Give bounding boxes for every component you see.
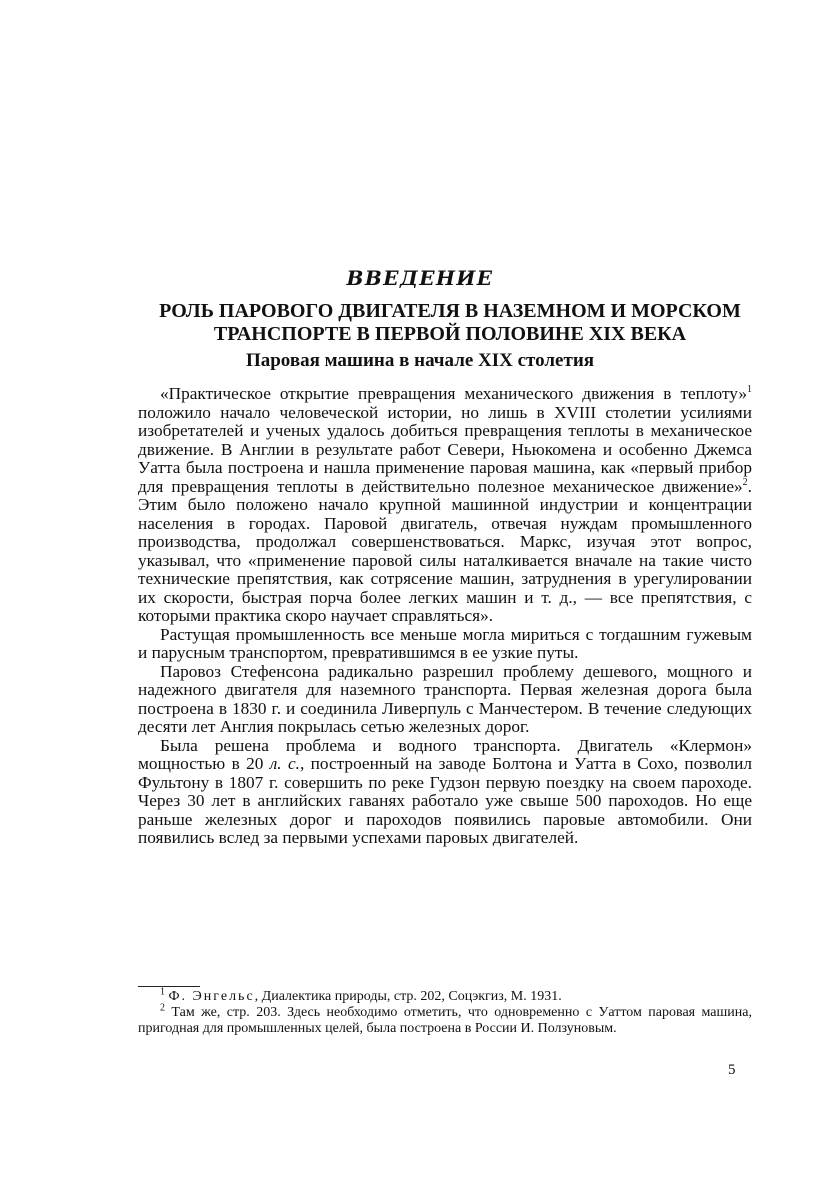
paragraph-3: Паровоз Стефенсона радикально разрешил проблему дешевого, мощного и надежного двигателя для наземного транспорта. Первая железная дорога была построена в 1830 г. и соединила Ливерпуль с Манчестером. В течение следующих десяти лет Англия покрылась сетью железных дорог. [138, 661, 752, 736]
page-number: 5 [728, 1062, 736, 1078]
paragraph-1-part-b: положило начало человеческой истории, но лишь в XVIII столетии усилиями изобретателей и ученых удалось добиться превращения теплоты в механическое движение. В Англии в результате работ Севери, Ньюкомена и особенно Джемса Уатта была построена и нашла применение паровая машина, как «первый прибор для превращения теплоты в действительно полезное механическое движение» [138, 402, 752, 496]
paragraph-1-part-a: «Практическое открытие превращения механического движения в теплоту» [160, 384, 747, 403]
section-label: ВВЕДЕНИЕ [346, 266, 494, 290]
paragraph-2: Растущая промышленность все меньше могла мириться с тогдашним гужевым и парусным транспортом, превратившимся в ее узкие путы. [138, 624, 752, 662]
footnotes [138, 986, 752, 1037]
footnote-1-marker: 1 [160, 986, 165, 998]
footnote-1 [138, 986, 752, 1005]
footnote-ref-1[interactable]: 1 [747, 384, 752, 396]
chapter-title: РОЛЬ ПАРОВОГО ДВИГАТЕЛЯ В НАЗЕМНОМ И МОРСКОМ ТРАНСПОРТЕ В ПЕРВОЙ ПОЛОВИНЕ XIX ВЕКА [159, 300, 741, 345]
footnote-1-author: Ф. Энгельс [168, 989, 255, 1004]
section-subtitle: Паровая машина в начале XIX столетия [245, 350, 595, 371]
horsepower-unit: л. с. [269, 754, 300, 773]
footnote-2-marker: 2 [160, 1002, 165, 1014]
paragraph-4-part-b: , построенный на заводе Болтона и Уатта в Сохо, позволил Фультону в 1807 г. совершить по реке Гудзон первую поездку на своем пароходе. Через 30 лет в английских гаванях работало уже свыше 500 пароходов. Но еще раньше железных дорог и пароходов появились паровые автомобили. Они появились вслед за первыми успехами паровых двигателей. [138, 754, 752, 847]
body-text [138, 385, 752, 848]
footnote-2 [138, 1002, 752, 1037]
footnote-2-text: Там же, стр. 203. Здесь необходимо отметить, что одновременно с Уаттом паровая машина, пригодная для промышленных целей, была построена в России И. Ползуновым. [138, 1005, 752, 1036]
paragraph-1-part-c: . Этим было положено начало крупной машинной индустрии и концентрации населения в городах. Паровой двигатель, отвечая нуждам промышленного производства, продолжал совершенствоваться. Маркс, изучая этот вопрос, указывал, что «применение паровой силы наталкивается вначале на такие чисто технические препятствия, как сотрясение машин, затруднения в урегулировании их скорости, быстрая порча более легких машин и т. д., — все препятствия, с которыми практика скоро научает справляться». [138, 476, 752, 625]
footnote-1-text: , Диалектика природы, стр. 202, Соцэкгиз, М. 1931. [254, 989, 562, 1004]
paragraph-1 [138, 385, 752, 626]
paragraph-4 [138, 737, 752, 848]
paragraph-4-part-a: Была решена проблема и водного транспорта. Двигатель «Клермон» мощностью в 20 [138, 735, 752, 773]
footnote-ref-2[interactable]: 2 [742, 476, 748, 488]
footnote-divider [138, 986, 200, 987]
